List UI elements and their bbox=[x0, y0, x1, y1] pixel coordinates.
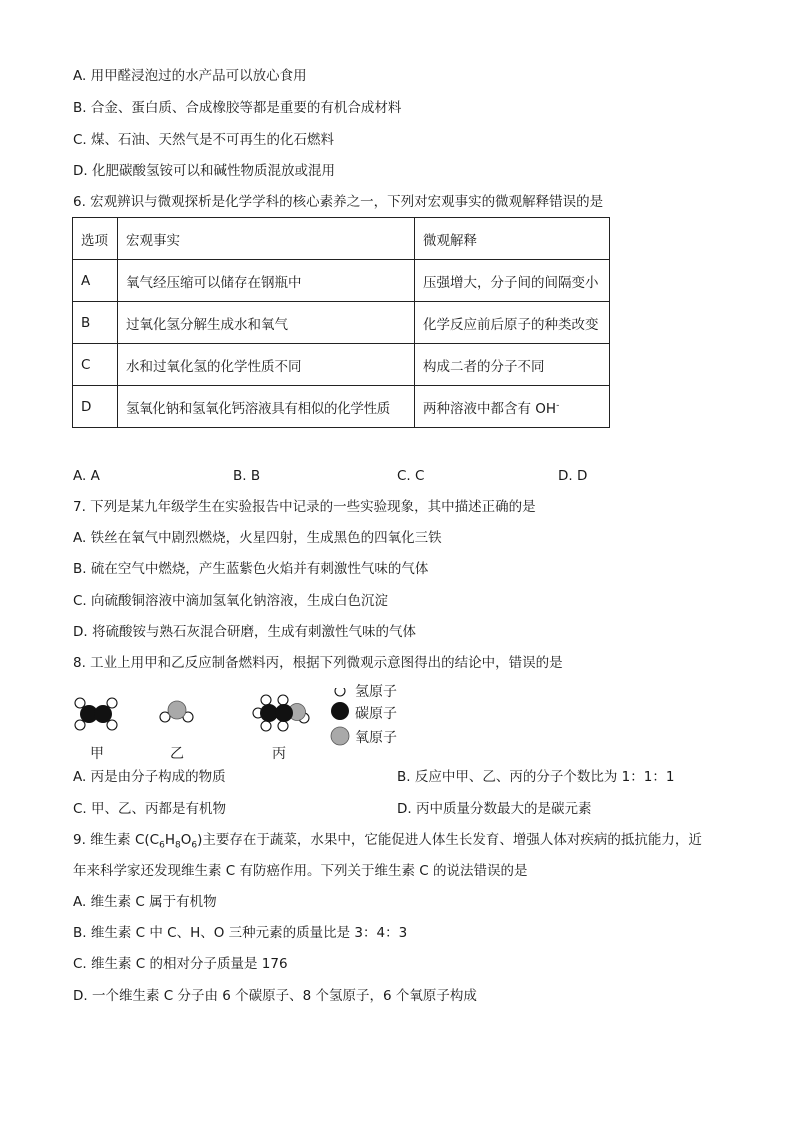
q9-subscript: 6 bbox=[159, 840, 165, 851]
table-row bbox=[73, 302, 610, 344]
legend-oxygen-label: 氧原子 bbox=[355, 730, 397, 746]
q6-stem: 6. 宏观辨识与微观探析是化学学科的核心素养之一，下列对宏观事实的微观解释错误的是 bbox=[73, 194, 604, 210]
table-row bbox=[73, 260, 610, 302]
table-cell: 过氧化氢分解生成水和氧气 bbox=[118, 302, 415, 344]
q8-option-d: D. 丙中质量分数最大的是碳元素 bbox=[397, 801, 592, 817]
q8-option-c: C. 甲、乙、丙都是有机物 bbox=[73, 801, 227, 817]
q9-subscript: 6 bbox=[191, 840, 198, 851]
table-cell: 氢氧化钠和氢氧化钙溶液具有相似的化学性质 bbox=[118, 386, 415, 428]
table-cell: B bbox=[73, 302, 118, 344]
q7-option-d: D. 将硫酸铵与熟石灰混合研磨，生成有刺激性气味的气体 bbox=[73, 624, 416, 640]
molecule-bing bbox=[253, 695, 309, 731]
q6-table bbox=[72, 217, 610, 428]
q9-option-a: A. 维生素 C 属于有机物 bbox=[73, 894, 217, 910]
q9-stem-part: H bbox=[164, 832, 175, 848]
legend-hydrogen-icon bbox=[335, 688, 345, 696]
q8-option-b: B. 反应中甲、乙、丙的分子个数比为 1：1：1 bbox=[397, 769, 675, 785]
table-header-option: 选项 bbox=[73, 218, 118, 260]
q9-subscript: 8 bbox=[174, 840, 181, 851]
hydrogen-atom bbox=[278, 695, 288, 705]
table-header-row bbox=[73, 218, 610, 260]
hydrogen-atom bbox=[107, 720, 117, 730]
q8-stem: 8. 工业上用甲和乙反应制备燃料丙，根据下列微观示意图得出的结论中，错误的是 bbox=[73, 655, 563, 671]
table-row bbox=[73, 344, 610, 386]
table-cell: 构成二者的分子不同 bbox=[415, 344, 610, 386]
q7-option-a: A. 铁丝在氧气中剧烈燃烧，火星四射，生成黑色的四氧化三铁 bbox=[73, 530, 442, 546]
hydrogen-atom bbox=[75, 698, 85, 708]
oh-text: 两种溶液中都含有 OH bbox=[423, 400, 557, 417]
table-header-explanation: 微观解释 bbox=[415, 218, 610, 260]
legend-carbon-icon bbox=[331, 702, 349, 720]
legend-carbon-label: 碳原子 bbox=[355, 706, 397, 722]
legend-oxygen-icon bbox=[331, 727, 349, 745]
table-cell: 水和过氧化氢的化学性质不同 bbox=[118, 344, 415, 386]
q9-option-c: C. 维生素 C 的相对分子质量是 176 bbox=[73, 956, 288, 972]
hydrogen-atom bbox=[107, 698, 117, 708]
q9-stem bbox=[73, 831, 702, 855]
q9-stem-part: )主要存在于蔬菜，水果中，它能促进人体生长发育、增强人体对疾病的抵抗能力，近 bbox=[197, 832, 702, 848]
q7-stem: 7. 下列是某九年级学生在实验报告中记录的一些实验现象，其中描述正确的是 bbox=[73, 499, 536, 515]
carbon-atom bbox=[275, 704, 293, 722]
table-cell: 氧气经压缩可以储存在钢瓶中 bbox=[118, 260, 415, 302]
table-cell: A bbox=[73, 260, 118, 302]
table-header-fact: 宏观事实 bbox=[118, 218, 415, 260]
q8-option-a: A. 丙是由分子构成的物质 bbox=[73, 769, 226, 785]
molecule-jia bbox=[75, 698, 117, 730]
q7-option-b: B. 硫在空气中燃烧，产生蓝紫色火焰并有刺激性气味的气体 bbox=[73, 561, 429, 577]
oxygen-atom bbox=[168, 701, 186, 719]
q6-answer-b: B. B bbox=[233, 468, 261, 484]
q6-answer-c: C. C bbox=[397, 468, 425, 484]
q6-answer-d: D. D bbox=[558, 468, 588, 484]
q9-option-b: B. 维生素 C 中 C、H、O 三种元素的质量比是 3：4：3 bbox=[73, 925, 408, 941]
q9-stem-part: O bbox=[180, 832, 192, 848]
molecule-label-yi: 乙 bbox=[170, 746, 184, 762]
q9-option-d: D. 一个维生素 C 分子由 6 个碳原子、8 个氢原子，6 个氧原子构成 bbox=[73, 988, 477, 1004]
q5-option-a: A. 用甲醛浸泡过的水产品可以放心食用 bbox=[73, 68, 307, 84]
hydrogen-atom bbox=[75, 720, 85, 730]
q9-stem-part: 9. 维生素 C(C bbox=[73, 832, 160, 848]
table-row bbox=[73, 386, 610, 428]
hydrogen-atom bbox=[261, 721, 271, 731]
hydrogen-atom bbox=[261, 695, 271, 705]
hydrogen-atom bbox=[278, 721, 288, 731]
q5-option-b: B. 合金、蛋白质、合成橡胶等都是重要的有机合成材料 bbox=[73, 100, 402, 116]
q7-option-c: C. 向硫酸铜溶液中滴加氢氧化钠溶液，生成白色沉淀 bbox=[73, 593, 389, 609]
q5-option-c: C. 煤、石油、天然气是不可再生的化石燃料 bbox=[73, 132, 335, 148]
q9-stem-line2: 年来科学家还发现维生素 C 有防癌作用。下列关于维生素 C 的说法错误的是 bbox=[73, 863, 528, 879]
table-cell: D bbox=[73, 386, 118, 428]
q5-option-d: D. 化肥碳酸氢铵可以和碱性物质混放或混用 bbox=[73, 163, 335, 179]
table-cell: 化学反应前后原子的种类改变 bbox=[415, 302, 610, 344]
table-cell: C bbox=[73, 344, 118, 386]
table-cell bbox=[415, 386, 610, 428]
q6-answer-a: A. A bbox=[73, 468, 100, 484]
molecule-label-bing: 丙 bbox=[272, 746, 286, 762]
molecule-label-jia: 甲 bbox=[90, 746, 104, 762]
oh-charge: - bbox=[556, 400, 560, 410]
molecule-yi bbox=[160, 701, 193, 722]
carbon-atom bbox=[94, 705, 112, 723]
legend-hydrogen-label: 氢原子 bbox=[355, 684, 397, 700]
table-cell: 压强增大，分子间的间隔变小 bbox=[415, 260, 610, 302]
